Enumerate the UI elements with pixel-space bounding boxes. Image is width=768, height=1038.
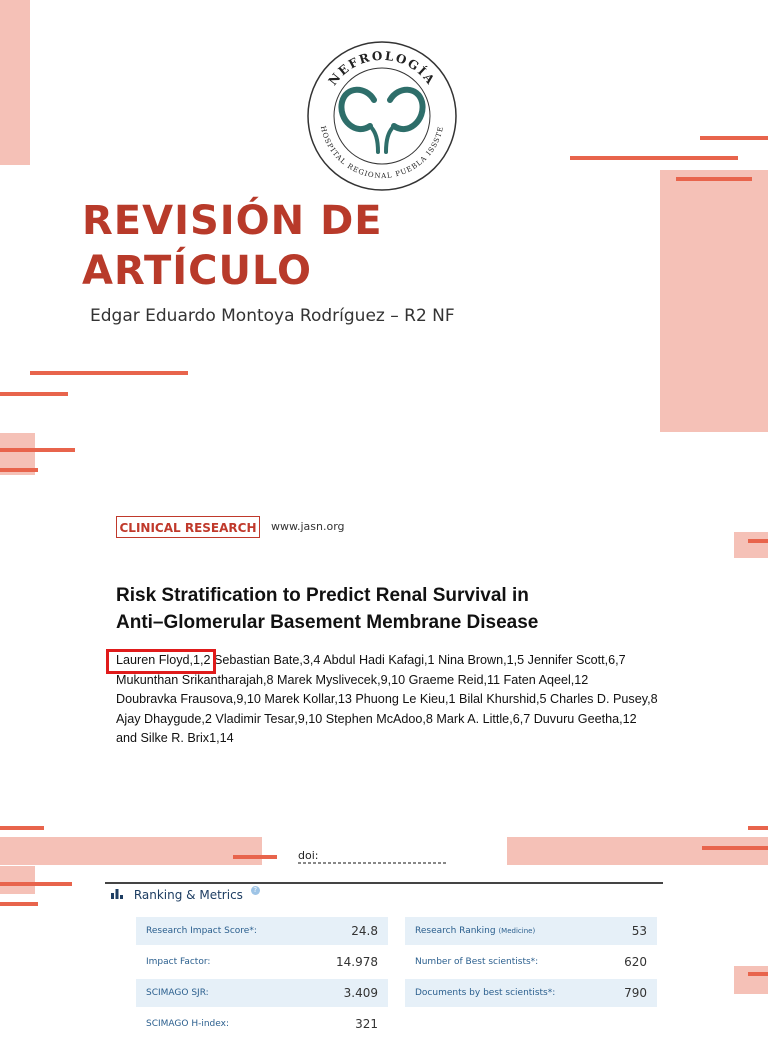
section-badge: CLINICAL RESEARCH bbox=[116, 516, 260, 538]
article-title-line1: Risk Stratification to Predict Renal Survival in bbox=[116, 585, 529, 606]
decor-bar bbox=[0, 468, 38, 472]
author-line: and Silke R. Brix1,14 bbox=[116, 731, 234, 745]
article-title-line2: Anti–Glomerular Basement Membrane Disease bbox=[116, 612, 539, 633]
nefrologia-logo bbox=[306, 40, 458, 192]
decor-bar bbox=[0, 882, 72, 886]
author-line: Ajay Dhaygude,2 Vladimir Tesar,9,10 Stephen McAdoo,8 Mark A. Little,6,7 Duvuru Geetha,12 bbox=[116, 711, 637, 726]
metric-label: Impact Factor: bbox=[146, 957, 211, 967]
decor-block bbox=[0, 866, 35, 894]
metric-label: Number of Best scientists*: bbox=[415, 957, 539, 967]
metric-value: 620 bbox=[624, 955, 647, 969]
author-line: Doubravka Frausova,9,10 Marek Kollar,13 Phuong Le Kieu,1 Bilal Khurshid,5 Charles D. Pusey,8 bbox=[116, 692, 658, 706]
logo-text-bottom: HOSPITAL REGIONAL PUEBLA ISSSTE bbox=[318, 125, 446, 181]
doi-value-obscured bbox=[298, 862, 448, 864]
journal-website: www.jasn.org bbox=[271, 520, 345, 533]
metric-row bbox=[136, 917, 388, 945]
author-line: Lauren Floyd,1,2 Sebastian Bate,3,4 Abdul Hadi Kafagi,1 Nina Brown,1,5 Jennifer Scott,6,7 bbox=[116, 653, 626, 667]
decor-bar bbox=[30, 371, 188, 375]
metric-label-text: Research Ranking bbox=[415, 926, 496, 936]
metric-value: 321 bbox=[355, 1017, 378, 1031]
metric-value: 53 bbox=[631, 924, 647, 938]
metric-row bbox=[405, 917, 657, 945]
decor-bar bbox=[0, 392, 68, 396]
logo-text-top: NEFROLOGÍA bbox=[325, 48, 439, 88]
decor-bar bbox=[0, 448, 75, 452]
help-icon[interactable]: ? bbox=[251, 886, 260, 895]
decor-block bbox=[734, 532, 768, 558]
metrics-header bbox=[110, 886, 260, 903]
decor-block bbox=[0, 837, 262, 865]
decor-block bbox=[507, 837, 768, 865]
presenter-name: Edgar Eduardo Montoya Rodríguez – R2 NF bbox=[90, 306, 455, 326]
slide-title bbox=[82, 196, 383, 296]
decor-bar bbox=[676, 177, 752, 181]
slide-title-line2: ARTÍCULO bbox=[82, 248, 313, 294]
metric-value: 14.978 bbox=[336, 955, 378, 969]
metric-sublabel: (Medicine) bbox=[498, 927, 536, 935]
first-author-highlight bbox=[106, 649, 216, 674]
metric-value: 790 bbox=[624, 986, 647, 1000]
metric-label bbox=[415, 926, 535, 936]
metric-row bbox=[405, 979, 657, 1007]
metric-label: Documents by best scientists*: bbox=[415, 988, 556, 998]
decor-block bbox=[734, 966, 768, 994]
metric-row bbox=[136, 979, 388, 1007]
decor-block bbox=[0, 0, 30, 165]
decor-bar bbox=[748, 972, 768, 976]
decor-bar bbox=[748, 826, 768, 830]
metric-row bbox=[405, 948, 657, 976]
doi-label: doi: bbox=[298, 849, 319, 862]
metric-label: SCIMAGO SJR: bbox=[146, 988, 209, 998]
metrics-left-column bbox=[136, 917, 388, 1038]
decor-bar bbox=[700, 136, 768, 140]
article-title bbox=[116, 582, 538, 636]
metrics-right-column bbox=[405, 917, 657, 1007]
metric-label: Research Impact Score*: bbox=[146, 926, 257, 936]
bar-chart-icon bbox=[110, 886, 124, 903]
slide-title-line1: REVISIÓN DE bbox=[82, 198, 383, 244]
metrics-divider bbox=[105, 882, 663, 884]
metric-row bbox=[136, 948, 388, 976]
metric-label: SCIMAGO H-index: bbox=[146, 1019, 230, 1029]
decor-bar bbox=[748, 539, 768, 543]
decor-bar bbox=[0, 826, 44, 830]
decor-bar bbox=[702, 846, 768, 850]
decor-bar bbox=[233, 855, 277, 859]
metric-value: 24.8 bbox=[351, 924, 378, 938]
metrics-heading: Ranking & Metrics bbox=[133, 887, 243, 902]
metric-value: 3.409 bbox=[343, 986, 378, 1000]
decor-bar bbox=[0, 902, 38, 906]
decor-bar bbox=[570, 156, 738, 160]
author-line: Mukunthan Srikantharajah,8 Marek Myslivecek,9,10 Graeme Reid,11 Faten Aqeel,12 bbox=[116, 672, 589, 687]
metric-row bbox=[136, 1010, 388, 1038]
decor-block bbox=[660, 170, 768, 432]
